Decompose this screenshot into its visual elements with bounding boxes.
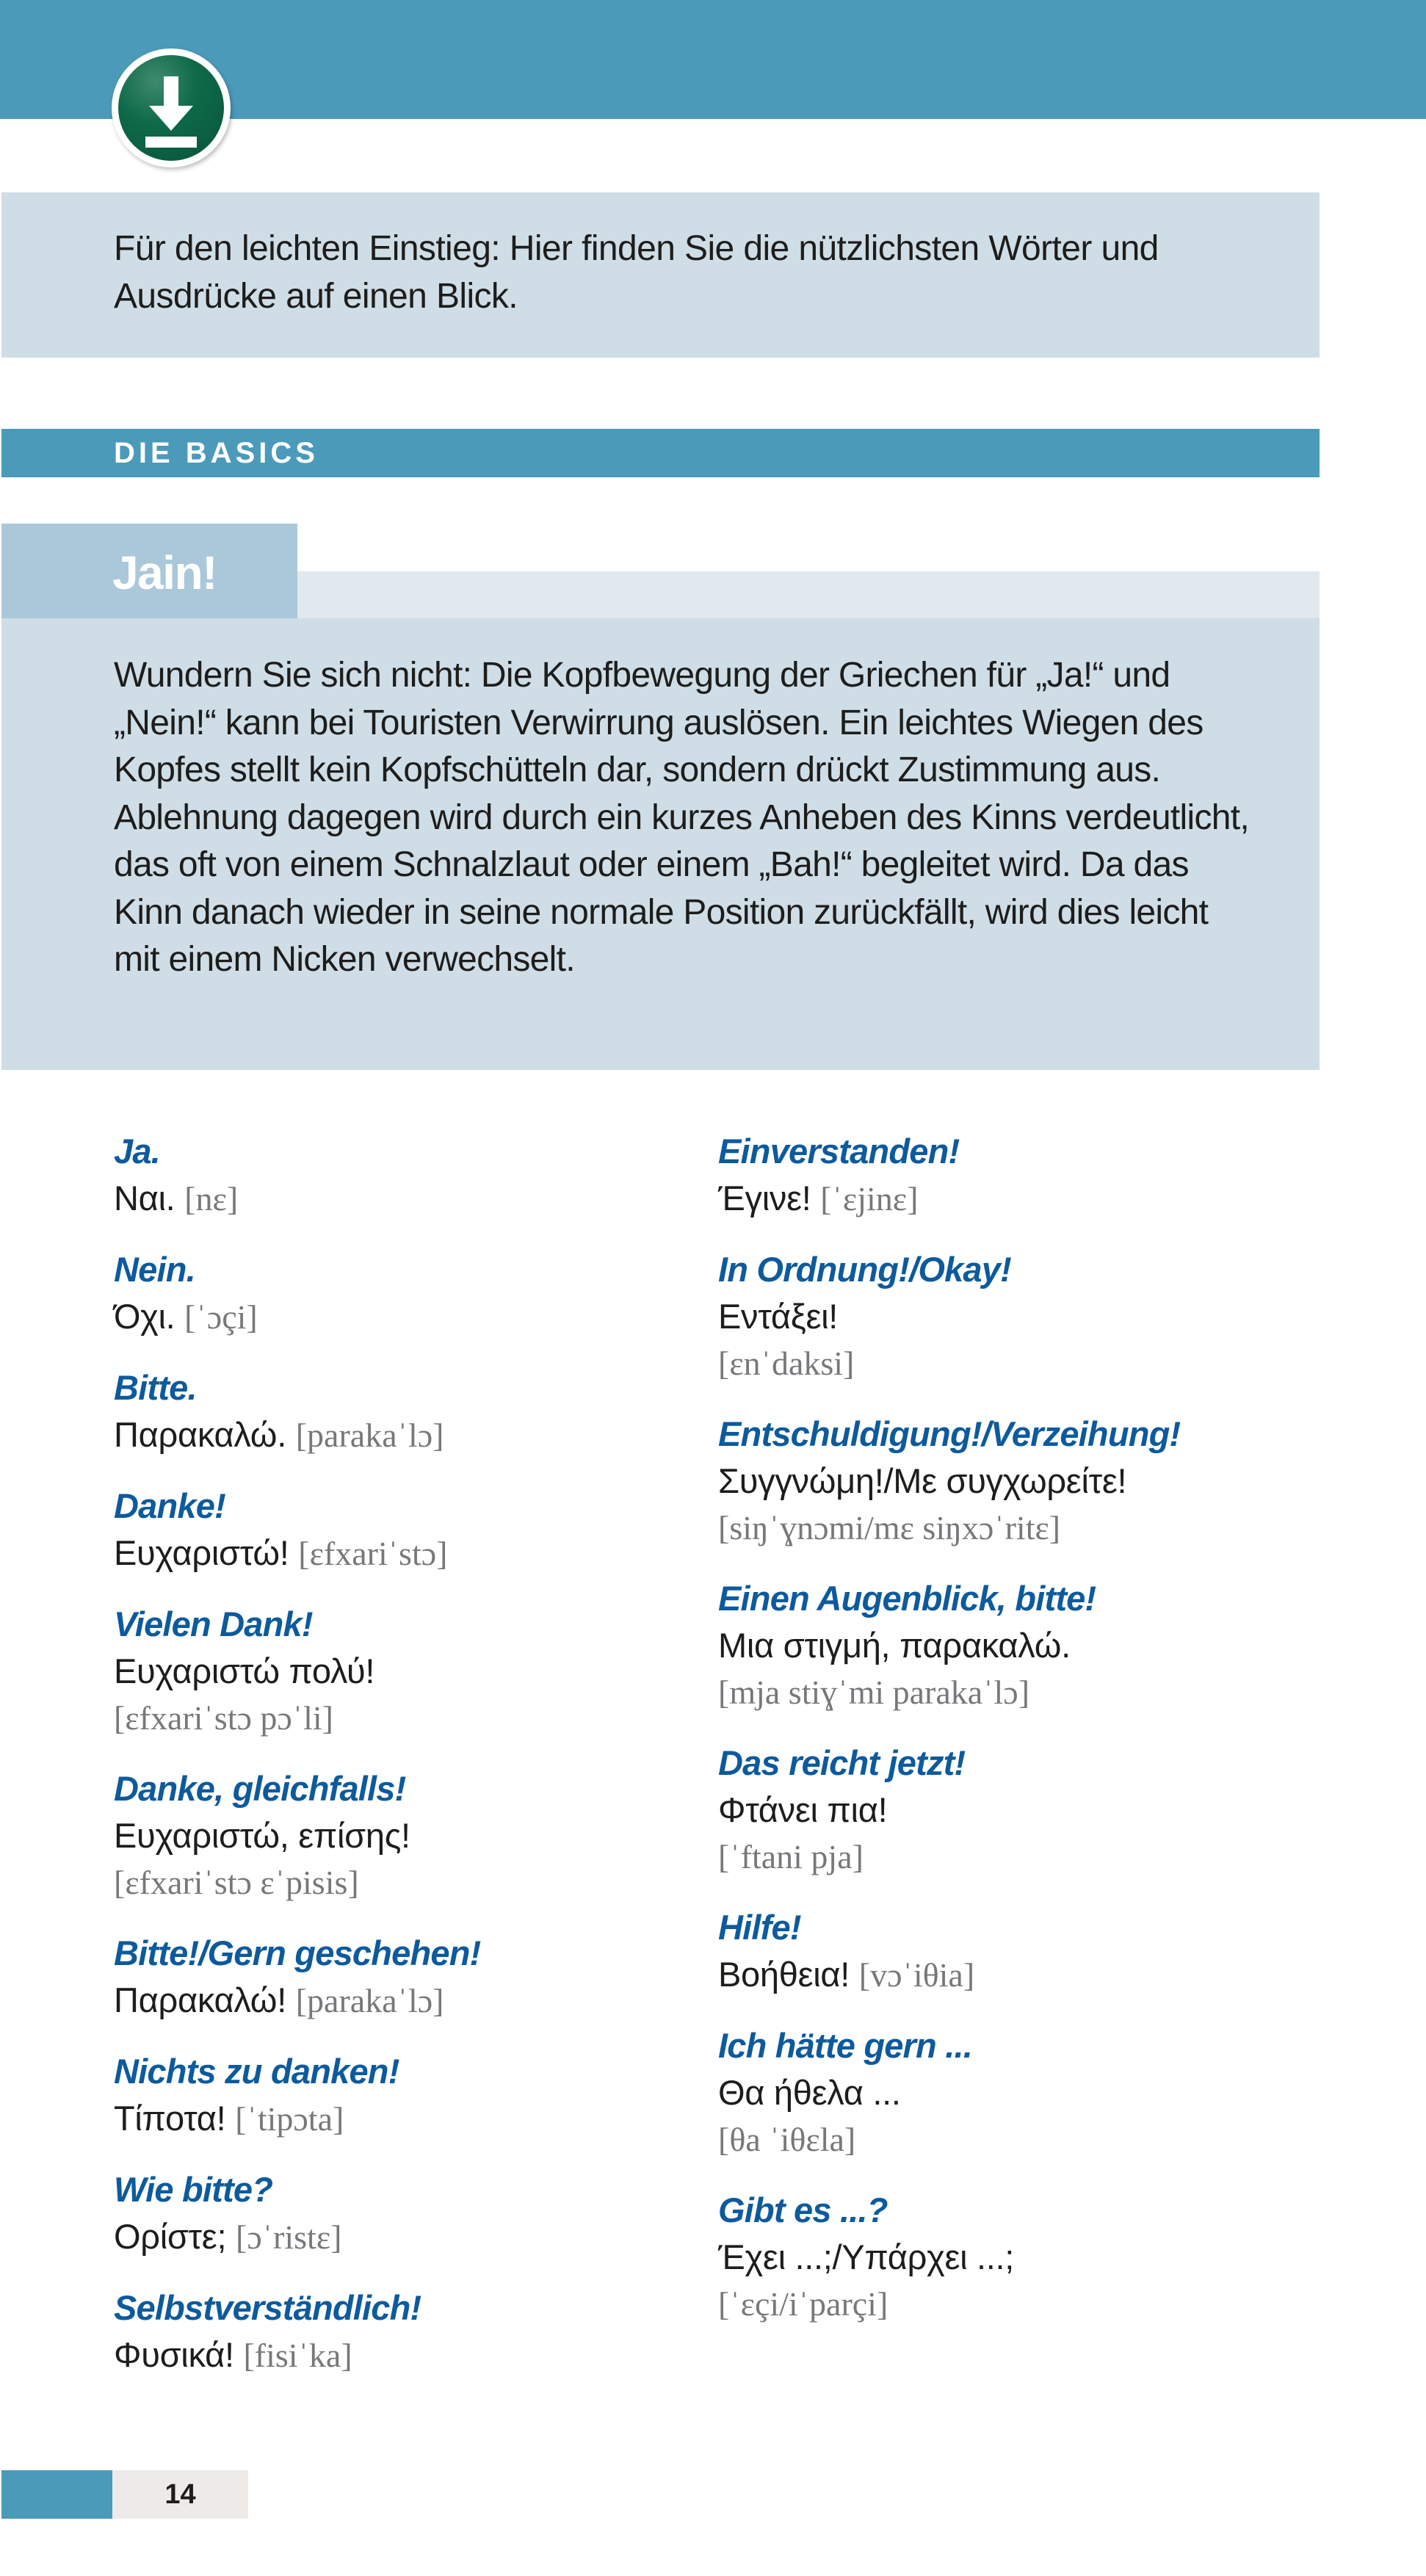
phrase-pronunciation: [ˈɔçi]	[184, 1298, 258, 1336]
phrase-greek: Εντάξει!	[718, 1297, 839, 1336]
phrase-greek-line	[718, 1622, 1298, 1669]
footer-accent	[1, 2470, 112, 2519]
phrase-greek-line	[718, 1458, 1298, 1505]
phrase-pronunciation: [θa ˈiθɛla]	[718, 2121, 856, 2158]
phrase-column-left	[114, 1128, 694, 2403]
phrase-greek: Έγινε!	[718, 1179, 811, 1218]
phrase-german: Danke, gleichfalls!	[114, 1769, 406, 1808]
phrase-greek: Μια στιγμή, παρακαλώ.	[718, 1626, 1071, 1665]
phrase-entry	[114, 1483, 694, 1577]
phrase-german: Nein.	[114, 1250, 195, 1289]
phrase-greek: Βοήθεια!	[718, 1955, 850, 1994]
phrase-german: Bitte.	[114, 1368, 197, 1407]
phrase-german: Einen Augenblick, bitte!	[718, 1579, 1096, 1618]
phrase-greek-line	[114, 2331, 694, 2379]
phrase-greek-line	[114, 1411, 694, 1459]
phrase-entry	[114, 1128, 694, 1223]
phrase-greek: Παρακαλώ!	[114, 1980, 286, 2019]
phrase-german: Nichts zu danken!	[114, 2052, 399, 2091]
phrase-entry	[718, 1128, 1298, 1223]
download-arrow-icon	[112, 48, 231, 167]
phrase-entry	[718, 1246, 1298, 1387]
phrase-german: Bitte!/Gern geschehen!	[114, 1933, 481, 1972]
phrase-pronunciation: [ˈɛjinɛ]	[820, 1180, 919, 1218]
phrase-pronunciation: [ˈɛçi/iˈparçi]	[718, 2285, 888, 2323]
phrase-greek: Θα ήθελα ...	[718, 2073, 901, 2112]
phrase-greek: Συγγνώμη!/Με συγχωρείτε!	[718, 1461, 1127, 1500]
phrase-greek-line	[114, 1648, 694, 1695]
phrase-greek-line	[718, 1175, 1298, 1223]
phrase-entry	[718, 1904, 1298, 1999]
phrase-greek-line	[718, 1293, 1298, 1340]
phrase-entry	[114, 2166, 694, 2261]
infobox-title: Jain!	[112, 546, 217, 599]
phrase-german: Vielen Dank!	[114, 1604, 313, 1643]
phrase-german: Ich hätte gern ...	[718, 2026, 972, 2065]
phrase-pronunciation: [nɛ]	[184, 1180, 239, 1218]
phrase-german: In Ordnung!/Okay!	[718, 1250, 1011, 1289]
phrase-entry	[114, 2048, 694, 2143]
phrase-greek: Ευχαριστώ πολύ!	[114, 1651, 375, 1690]
phrase-greek: Φυσικά!	[114, 2335, 234, 2374]
phrase-pronunciation: [ˈtipɔta]	[235, 2100, 344, 2138]
phrase-entry	[114, 1364, 694, 1459]
phrase-pronunciation: [mja stiɣˈmi parakaˈlɔ]	[718, 1674, 1030, 1711]
phrase-entry	[114, 1930, 694, 2025]
phrase-pronunciation: [parakaˈlɔ]	[295, 1417, 444, 1454]
phrase-greek: Όχι.	[114, 1297, 175, 1336]
phrase-pronunciation: [ɛnˈdaksi]	[718, 1345, 855, 1382]
phrase-greek-line	[718, 2234, 1298, 2281]
phrase-greek-line	[114, 2213, 694, 2261]
phrase-german: Hilfe!	[718, 1908, 801, 1947]
phrase-greek: Ορίστε;	[114, 2217, 227, 2256]
phrase-greek-line	[718, 1951, 1298, 1999]
phrase-entry	[114, 1765, 694, 1906]
phrase-entry	[114, 1601, 694, 1742]
phrase-greek-line	[114, 2095, 694, 2143]
phrase-entry	[114, 2284, 694, 2379]
phrase-german: Ja.	[114, 1132, 160, 1171]
phrase-german: Einverstanden!	[718, 1132, 960, 1171]
phrase-german: Das reicht jetzt!	[718, 1743, 966, 1782]
phrase-german: Danke!	[114, 1486, 225, 1525]
phrase-pronunciation: [fisiˈka]	[243, 2337, 352, 2374]
phrase-pronunciation: [siŋˈɣnɔmi/mɛ siŋxɔˈritɛ]	[718, 1509, 1061, 1546]
phrase-entry	[718, 1411, 1298, 1552]
phrase-german: Gibt es ...?	[718, 2190, 888, 2229]
intro-text: Für den leichten Einstieg: Hier finden Sie die nützlichsten Wörter und Ausdrücke auf einen Blick.	[114, 229, 1159, 316]
phrase-german: Selbstverständlich!	[114, 2288, 421, 2327]
phrase-pronunciation: [parakaˈlɔ]	[295, 1982, 444, 2019]
phrase-pronunciation: [ɛfxariˈstɔ pɔˈli]	[114, 1699, 333, 1737]
phrase-greek: Ευχαριστώ, επίσης!	[114, 1816, 410, 1855]
phrase-greek: Έχει ...;/Υπάρχει ...;	[718, 2237, 1015, 2276]
phrase-greek: Παρακαλώ.	[114, 1415, 286, 1454]
phrase-greek-line	[114, 1175, 694, 1223]
phrase-greek-line	[718, 2069, 1298, 2116]
section-title: DIE BASICS	[114, 437, 319, 469]
page-number: 14	[164, 2479, 196, 2510]
phrase-greek-line	[114, 1977, 694, 2025]
phrase-pronunciation: [ɔˈristɛ]	[236, 2218, 342, 2256]
phrase-greek-line	[114, 1812, 694, 1859]
phrase-pronunciation: [ɛfxariˈstɔ]	[298, 1535, 448, 1572]
phrase-german: Wie bitte?	[114, 2170, 273, 2209]
phrase-greek: Ναι.	[114, 1179, 175, 1218]
phrase-entry	[718, 1575, 1298, 1716]
phrase-pronunciation: [ɛfxariˈstɔ ɛˈpisis]	[114, 1864, 359, 1901]
phrase-pronunciation: [ˈftani pja]	[718, 1838, 864, 1875]
phrase-entry	[718, 2187, 1298, 2328]
phrase-entry	[718, 1740, 1298, 1881]
phrase-greek-line	[718, 1787, 1298, 1834]
phrase-entry	[718, 2022, 1298, 2163]
infobox-text: Wundern Sie sich nicht: Die Kopfbewegung der Griechen für „Ja!“ und „Nein!“ kann bei Touristen Verwirrung auslösen. Ein leichtes Wiegen des Kopfes stellt kein Kopfschütteln dar, sondern drückt Zustimmung aus. Ablehnung dagegen wird durch ein kurzes Anheben des Kinns verdeutlicht, das oft von einem Schnalzlaut oder einem „Bah!“ begleitet wird. Da das Kinn danach wieder in seine normale Position zurückfällt, wird dies leicht mit einem Nicken verwechselt.	[114, 656, 1250, 979]
phrase-greek-line	[114, 1293, 694, 1341]
infobox-header-strip	[297, 571, 1320, 618]
phrase-greek: Τίποτα!	[114, 2099, 226, 2138]
download-icon[interactable]	[112, 48, 231, 167]
phrase-greek-line	[114, 1530, 694, 1577]
phrase-column-right	[718, 1128, 1298, 2351]
phrase-greek: Ευχαριστώ!	[114, 1533, 289, 1572]
phrase-german: Entschuldigung!/Verzeihung!	[718, 1414, 1181, 1453]
phrase-greek: Φτάνει πια!	[718, 1790, 888, 1829]
phrase-pronunciation: [vɔˈiθia]	[858, 1956, 975, 1994]
phrase-entry	[114, 1246, 694, 1341]
